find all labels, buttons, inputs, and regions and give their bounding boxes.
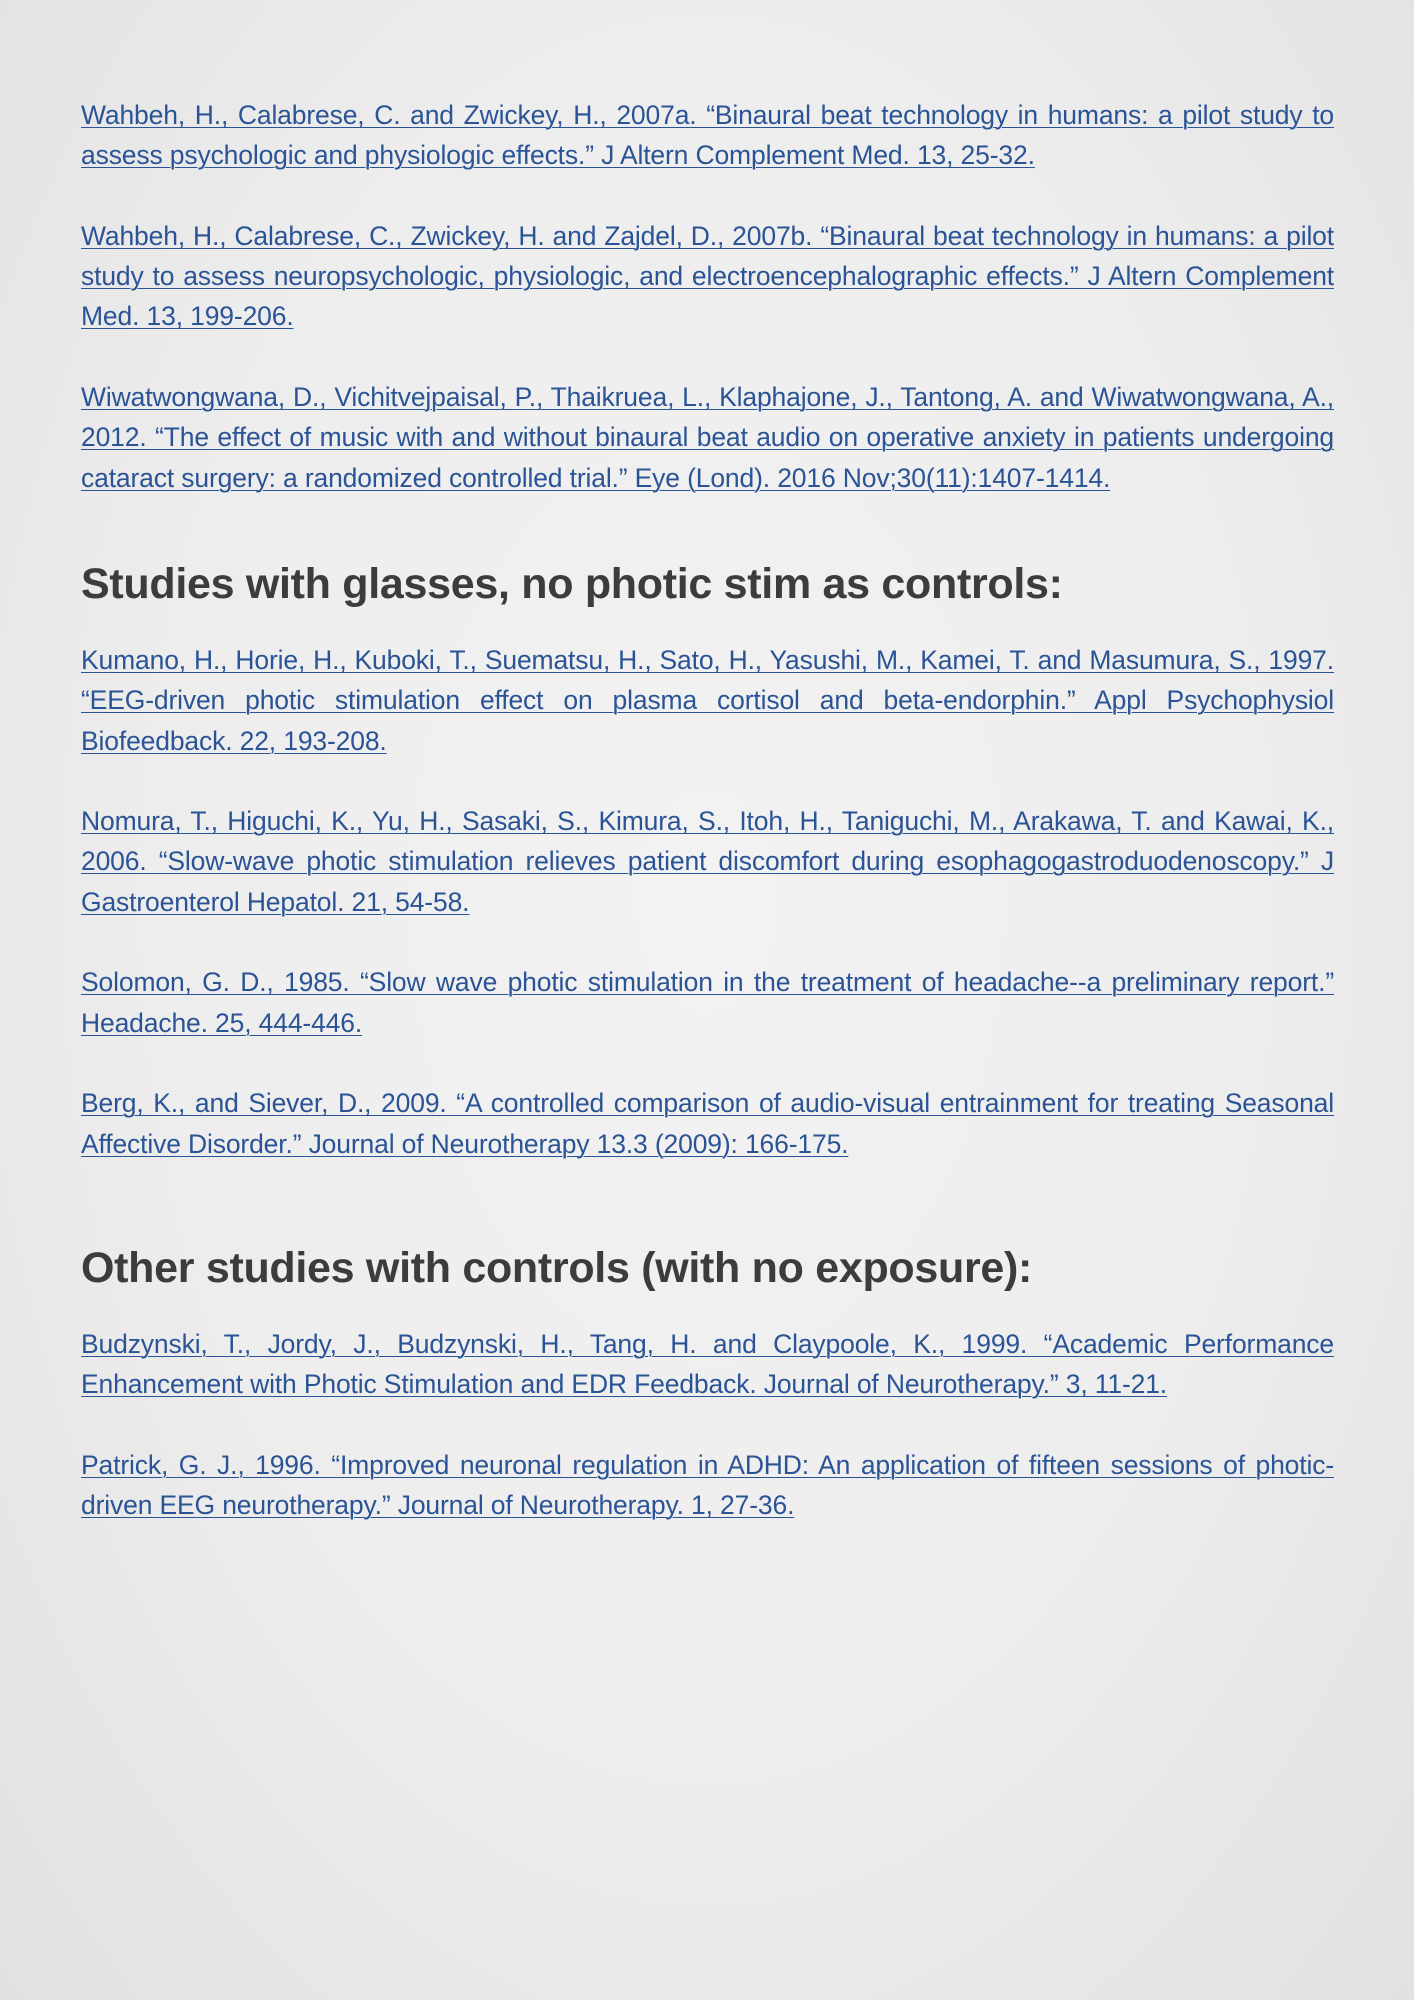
section-glasses-controls xyxy=(81,558,1334,1164)
reference-link-solomon-1985[interactable]: Solomon, G. D., 1985. “Slow wave photic stimulation in the treatment of headache--a preliminary report.” Headache. 25, 444-446. xyxy=(81,967,1334,1038)
reference-link-budzynski-1999[interactable]: Budzynski, T., Jordy, J., Budzynski, H., Tang, H. and Claypoole, K., 1999. “Academic Performance Enhancement with Photic Stimulation and EDR Feedback. Journal of Neurotherapy.” 3, 11-21. xyxy=(81,1328,1334,1400)
section-other-controls xyxy=(81,1242,1334,1525)
reference-link-wahbeh-2007a[interactable]: Wahbeh, H., Calabrese, C. and Zwickey, H., 2007a. “Binaural beat technology in humans: a pilot study to assess psychologic and physiologic effects.” J Altern Complement Med. 13, 25-32. xyxy=(81,100,1334,171)
section-heading-glasses: Studies with glasses, no photic stim as controls: xyxy=(81,559,1063,608)
section-heading-other: Other studies with controls (with no exposure): xyxy=(81,1243,1033,1292)
reference-link-kumano-1997[interactable]: Kumano, H., Horie, H., Kuboki, T., Suematsu, H., Sato, H., Yasushi, M., Kamei, T. and Masumura, S., 1997. “EEG-driven photic stimulation effect on plasma cortisol and beta-endorphin.” Appl Psychophysiol Biofeedback. 22, 193-208. xyxy=(81,644,1334,756)
reference-link-nomura-2006[interactable]: Nomura, T., Higuchi, K., Yu, H., Sasaki, S., Kimura, S., Itoh, H., Taniguchi, M., Arakawa, T. and Kawai, K., 2006. “Slow-wave photic stimulation relieves patient discomfort during esophagogastroduodenoscopy.” J Gastroenterol Hepatol. 21, 54-58. xyxy=(81,806,1334,917)
reference-link-wiwatwongwana-2012[interactable]: Wiwatwongwana, D., Vichitvejpaisal, P., Thaikruea, L., Klaphajone, J., Tantong, A. and Wiwatwongwana, A., 2012. “The effect of music with and without binaural beat audio on operative anxiety in patients undergoing cataract surgery: a randomized controlled trial.” Eye (Lond). 2016 Nov;30(11):1407-1414. xyxy=(81,382,1334,493)
reference-link-berg-2009[interactable]: Berg, K., and Siever, D., 2009. “A controlled comparison of audio-visual entrainment for treating Seasonal Affective Disorder.” Journal of Neurotherapy 13.3 (2009): 166-175. xyxy=(81,1088,1334,1159)
reference-list xyxy=(81,95,1334,1566)
reference-link-patrick-1996[interactable]: Patrick, G. J., 1996. “Improved neuronal regulation in ADHD: An application of fifteen sessions of photic-driven EEG neurotherapy.” Journal of Neurotherapy. 1, 27-36. xyxy=(81,1449,1334,1521)
reference-link-wahbeh-2007b[interactable]: Wahbeh, H., Calabrese, C., Zwickey, H. and Zajdel, D., 2007b. “Binaural beat technology in humans: a pilot study to assess neuropsychologic, physiologic, and electroencephalographic effects.” J Altern Complement Med. 13, 199-206. xyxy=(81,220,1334,332)
